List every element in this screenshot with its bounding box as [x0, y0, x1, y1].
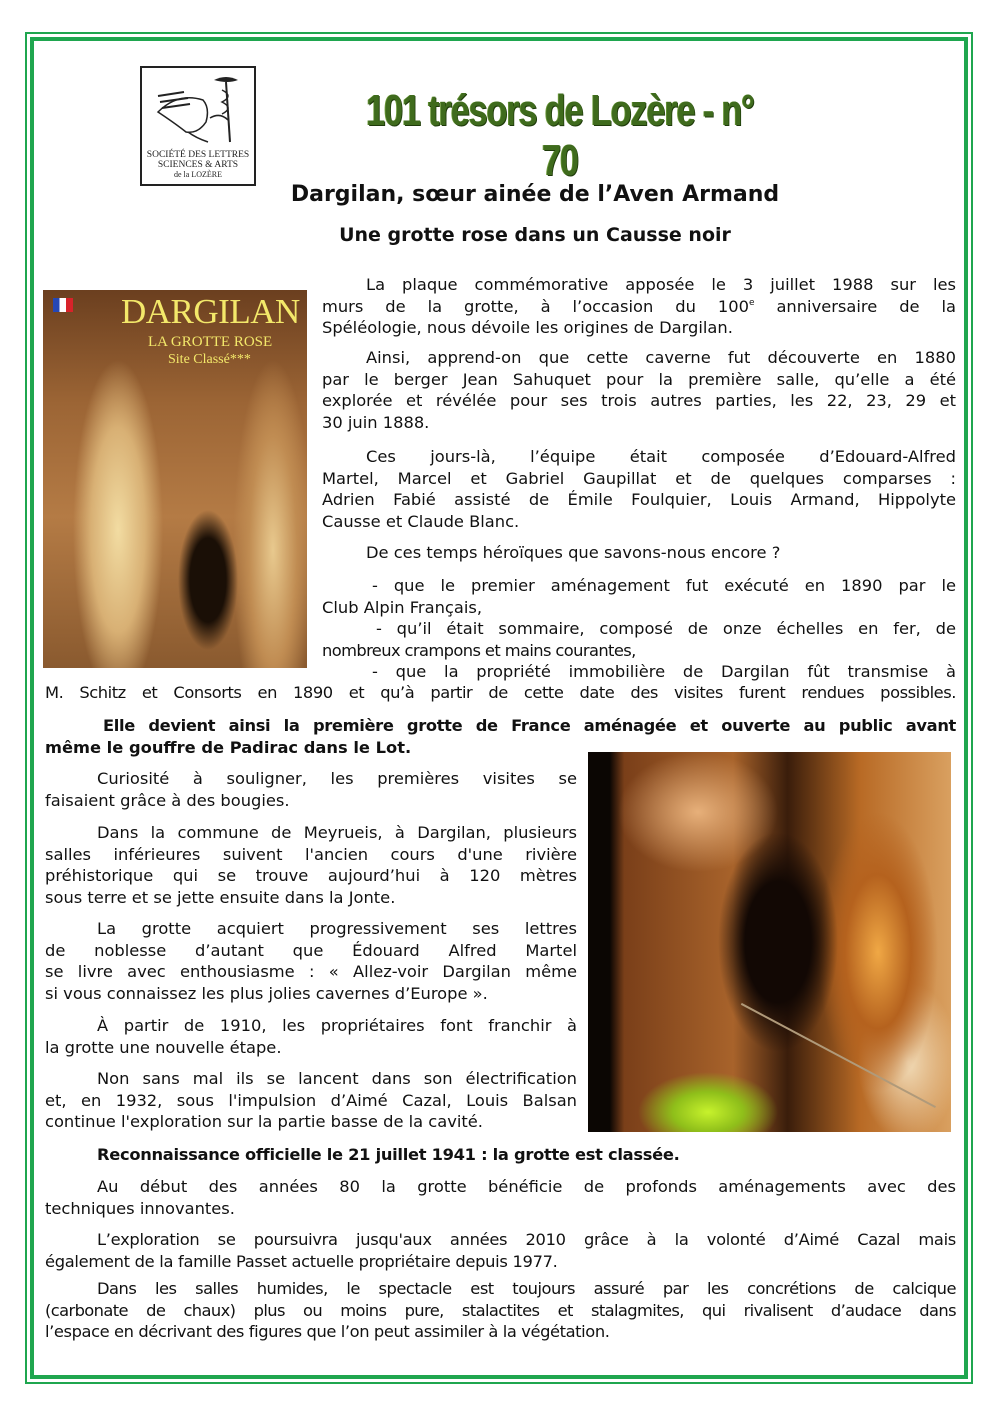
cave-interior-photo: [588, 752, 951, 1132]
text-line: si vous connaissez les plus jolies cavernes d’Europe ».: [45, 983, 488, 1003]
brochure-cover-image: [43, 290, 307, 668]
text-line: Au début des années 80 la grotte bénéficie de profonds aménagements avec des: [97, 1177, 956, 1196]
list-item: - que la propriété immobilière de Dargilan fût transmise à: [372, 662, 956, 681]
text-line: sous terre et se jette ensuite dans la Jonte.: [45, 887, 396, 907]
french-flag-icon: [53, 298, 73, 312]
text-line: Dans la commune de Meyrueis, à Dargilan, plusieurs: [97, 823, 577, 842]
text-line: même le gouffre de Padirac dans le Lot.: [45, 737, 412, 757]
text-line: se livre avec enthousiasme : « Allez-voir Dargilan même: [45, 962, 577, 981]
list-item-full-width: [45, 682, 956, 704]
paragraph-team: [322, 446, 956, 532]
text-line: M. Schitz et Consorts en 1890 et qu’à partir de cette date des visites furent rendues possibles.: [45, 683, 956, 702]
text-line: murs de la grotte, à l’occasion du 100e anniversaire de la: [322, 296, 957, 316]
text-line: Adrien Fabié assisté de Émile Foulquier, Louis Armand, Hippolyte: [322, 490, 956, 509]
walkway-railing: [734, 1003, 936, 1120]
logo-line-1: SOCIÉTÉ DES LETTRES: [146, 150, 250, 160]
text-line: également de la famille Passet actuelle propriétaire depuis 1977.: [45, 1251, 558, 1271]
text-line: Causse et Claude Blanc.: [322, 511, 520, 531]
text-line: La grotte acquiert progressivement ses lettres: [97, 919, 577, 938]
list-item: - qu’il était sommaire, composé de onze échelles en fer, de: [376, 619, 956, 638]
logo-line-3: de la LOZÈRE: [174, 170, 222, 179]
society-logo: [140, 66, 256, 186]
text-line: Dans les salles humides, le spectacle est toujours assuré par les concrétions de calcique: [97, 1279, 956, 1298]
text-line: L’exploration se poursuivra jusqu'aux années 2010 grâce à la volonté d’Aimé Cazal mais: [97, 1230, 956, 1249]
text-line: salles inférieures suivent l'ancien cours d'une rivière: [45, 844, 577, 864]
paragraph-question: [322, 542, 956, 564]
text-line: Elle devient ainsi la première grotte de France aménagée et ouverte au public avant: [103, 716, 956, 735]
list-item-cont: nombreux crampons et mains courantes,: [322, 640, 636, 660]
paragraph-meyrueis: [45, 822, 577, 908]
text-line: continue l'exploration sur la partie basse de la cavité.: [45, 1112, 483, 1131]
text-line: Non sans mal ils se lancent dans son électrification: [97, 1069, 577, 1088]
text-line: La plaque commémorative apposée le 3 juillet 1988 sur les: [366, 275, 956, 294]
text-line: De ces temps héroïques que savons-nous encore ?: [366, 543, 781, 562]
text-line: Spéléologie, nous dévoile les origines de Dargilan.: [322, 318, 733, 337]
paragraph-exploration: [45, 1229, 956, 1272]
article-headline: Dargilan, sœur ainée de l’Aven Armand: [290, 182, 780, 207]
text-line: Ces jours-là, l’équipe était composée d’Edouard-Alfred: [366, 447, 956, 466]
cover-subtitle: LA GROTTE ROSE: [148, 334, 273, 350]
series-title: 101 trésors de Lozère - n° 70: [366, 86, 754, 185]
text-line: (carbonate de chaux) plus ou moins pure, stalactites et stalagmites, qui rivalisent d’audace dans: [45, 1300, 956, 1320]
text-line: À partir de 1910, les propriétaires font franchir à: [97, 1016, 577, 1035]
paragraph-electrification: [45, 1068, 577, 1133]
text-line: et, en 1932, sous l'impulsion d’Aimé Cazal, Louis Balsan: [45, 1090, 577, 1110]
text-line: la grotte une nouvelle étape.: [45, 1037, 282, 1057]
list-facts: [322, 575, 956, 683]
hermes-caduceus-icon: [148, 72, 248, 144]
text-line: faisaient grâce à des bougies.: [45, 790, 290, 810]
cover-label: Site Classé***: [168, 352, 251, 367]
paragraph-discovery: [322, 347, 956, 433]
article-subheadline: Une grotte rose dans un Causse noir: [339, 224, 731, 246]
paragraph-concretions: [45, 1278, 956, 1343]
text-line: Martel, Marcel et Gabriel Gaupillat et de quelques comparses :: [322, 468, 956, 488]
list-item-cont: Club Alpin Français,: [322, 597, 483, 617]
list-item: - que le premier aménagement fut exécuté en 1890 par le: [372, 576, 956, 595]
text-line: explorée et révélée pour ses trois autres parties, les 22, 23, 29 et: [322, 391, 956, 410]
text-line: Curiosité à souligner, les premières visites se: [97, 769, 577, 788]
text-line: techniques innovantes.: [45, 1198, 235, 1218]
paragraph-candles: [45, 768, 577, 811]
text-line: l’espace en décrivant des figures que l’on peut assimiler à la végétation.: [45, 1322, 610, 1341]
logo-line-2: SCIENCES & ARTS: [157, 160, 239, 170]
paragraph-plaque: [322, 274, 956, 339]
text-line: Reconnaissance officielle le 21 juillet 1941 : la grotte est classée.: [97, 1145, 680, 1164]
text-line: préhistorique qui se trouve aujourd’hui à 120 mètres: [45, 866, 577, 885]
paragraph-1980s: [45, 1176, 956, 1219]
text-line: de noblesse d’autant que Édouard Alfred Martel: [45, 940, 577, 960]
cover-title: DARGILAN: [121, 292, 300, 331]
text-line: 30 juin 1888.: [322, 412, 430, 432]
text-line: Ainsi, apprend-on que cette caverne fut découverte en 1880: [366, 348, 956, 367]
paragraph-martel: [45, 918, 577, 1004]
paragraph-1910: [45, 1015, 577, 1058]
text-line: par le berger Jean Sahuquet pour la première salle, qu’elle a été: [322, 369, 956, 389]
bold-statement-classification: [45, 1144, 956, 1166]
